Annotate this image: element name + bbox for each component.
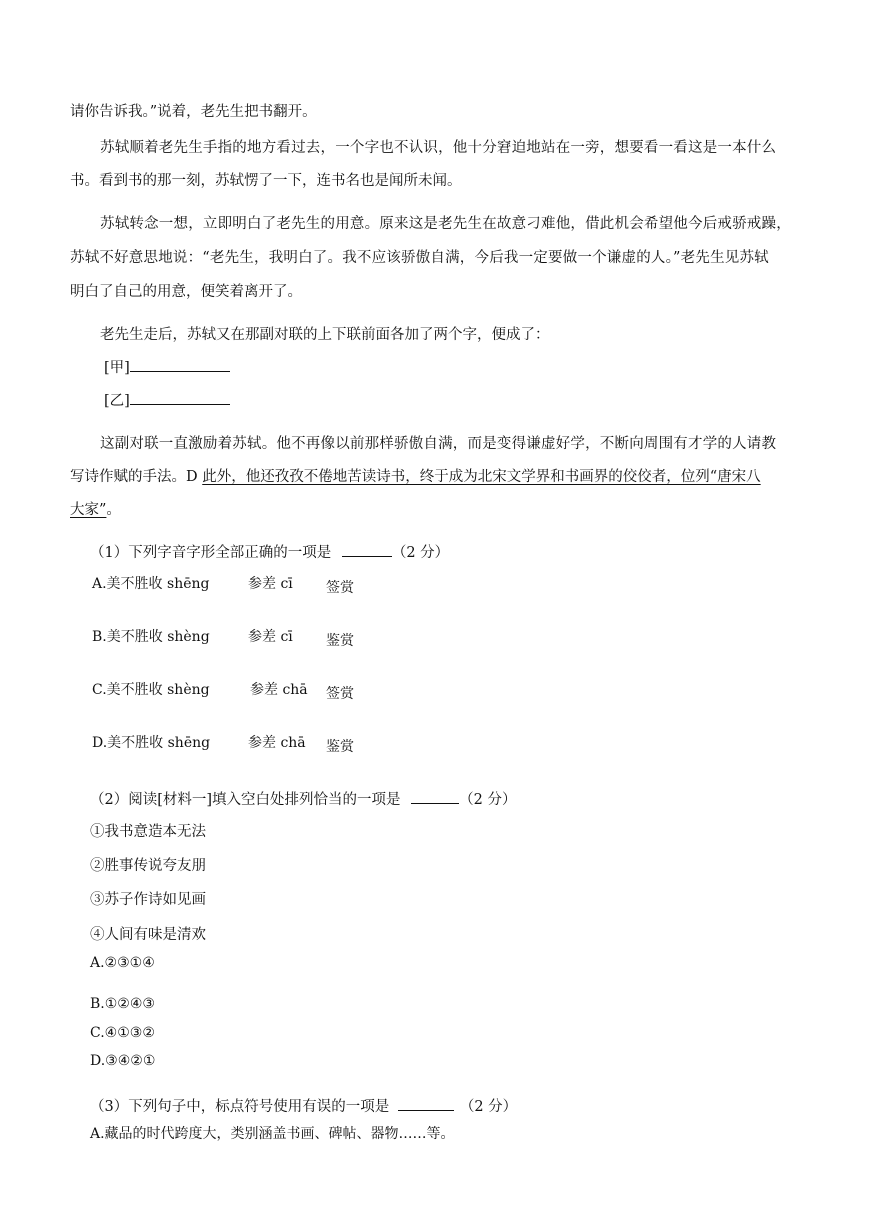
question-1-answer-blank[interactable] — [342, 542, 392, 557]
question-3-text: （3）下列句子中，标点符号使用有误的一项是 — [90, 1099, 390, 1115]
story-paragraph-5-underlined-sentence: 此外，他还孜孜不倦地苦读诗书，终于成为北宋文学界和书画界的佼佼者，位列“唐宋八 — [202, 469, 761, 485]
q2-option-c[interactable]: C.④①③② — [90, 1025, 155, 1041]
question-3-stem — [90, 1096, 517, 1117]
couplet-yi-blank[interactable] — [130, 390, 230, 405]
question-1-text: （1）下列字音字形全部正确的一项是 — [90, 545, 332, 561]
couplet-yi — [104, 390, 230, 411]
question-2-answer-blank[interactable] — [411, 789, 459, 804]
couplet-jia-label: [甲] — [104, 360, 130, 376]
question-1-stem — [90, 542, 449, 563]
q1-option-c-term: 签赏 — [326, 686, 354, 702]
couplet-yi-label: [乙] — [104, 393, 130, 409]
q1-option-b-pinyin: 参差 cī — [248, 629, 293, 645]
story-paragraph-5-period: 。 — [106, 502, 121, 518]
q3-option-a[interactable]: A.藏品的时代跨度大，类别涵盖书画、碑帖、器物……等。 — [90, 1126, 455, 1142]
q2-item-3: ③苏子作诗如见画 — [90, 892, 206, 908]
q1-option-b-term: 鉴赏 — [326, 633, 354, 649]
question-2-score: （2 分） — [459, 792, 517, 808]
story-paragraph-5-plain: 写诗作赋的手法。D — [70, 469, 203, 485]
q2-option-b[interactable]: B.①②④③ — [90, 996, 155, 1012]
q1-option-c-pinyin: 参差 chā — [250, 682, 308, 698]
q2-item-1: ①我书意造本无法 — [90, 824, 206, 840]
story-paragraph-5-underlined-end: 大家” — [70, 502, 107, 518]
story-line-1: 请你告诉我。”说着，老先生把书翻开。 — [70, 104, 317, 120]
q2-item-2: ②胜事传说夸友朋 — [90, 858, 206, 874]
q2-option-a[interactable]: A.②③①④ — [90, 955, 155, 971]
q1-option-a-term: 签赏 — [326, 580, 354, 596]
question-2-text: （2）阅读[材料一]填入空白处排列恰当的一项是 — [90, 792, 401, 808]
q1-option-d-pinyin: 参差 chā — [248, 735, 306, 751]
q2-option-d[interactable]: D.③④②① — [90, 1053, 156, 1069]
q1-option-b-word[interactable]: B.美不胜收 shèng — [92, 629, 210, 645]
question-2-stem — [90, 789, 517, 810]
story-paragraph-2-line-2: 书。看到书的那一刻，苏轼愣了一下，连书名也是闻所未闻。 — [70, 173, 462, 189]
story-paragraph-5-line-3 — [70, 500, 121, 520]
question-1-score: （2 分） — [391, 545, 450, 561]
q1-option-d-term: 鉴赏 — [326, 739, 354, 755]
question-3-answer-blank[interactable] — [398, 1096, 454, 1111]
story-paragraph-3-line-2: 苏轼不好意思地说：“老先生，我明白了。我不应该骄傲自满，今后我一定要做一个谦虚的人。”老先生见苏轼 — [70, 250, 769, 266]
story-paragraph-4-line-1: 老先生走后，苏轼又在那副对联的上下联前面各加了两个字，便成了： — [100, 327, 550, 343]
story-paragraph-5-line-1: 这副对联一直激励着苏轼。他不再像以前那样骄傲自满，而是变得谦虚好学，不断向周围有才学的人请教 — [100, 436, 777, 452]
q1-option-c-word[interactable]: C.美不胜收 shèng — [92, 682, 210, 698]
couplet-jia-blank[interactable] — [130, 357, 230, 372]
story-paragraph-2-line-1: 苏轼顺着老先生手指的地方看过去，一个字也不认识，他十分窘迫地站在一旁，想要看一看这是一本什么 — [100, 140, 777, 156]
q1-option-d-word[interactable]: D.美不胜收 shēng — [92, 735, 211, 751]
story-paragraph-3-line-1: 苏轼转念一想，立即明白了老先生的用意。原来这是老先生在故意刁难他，借此机会希望他今后戒骄戒躁， — [100, 216, 791, 232]
question-3-score: （2 分） — [459, 1099, 518, 1115]
story-paragraph-5-line-2 — [70, 467, 761, 487]
q1-option-a-word[interactable]: A.美不胜收 shēng — [92, 576, 210, 592]
q2-item-4: ④人间有味是清欢 — [90, 927, 206, 943]
story-paragraph-3-line-3: 明白了自己的用意，便笑着离开了。 — [70, 284, 302, 300]
q1-option-a-pinyin: 参差 cī — [248, 576, 293, 592]
couplet-jia — [104, 357, 230, 378]
